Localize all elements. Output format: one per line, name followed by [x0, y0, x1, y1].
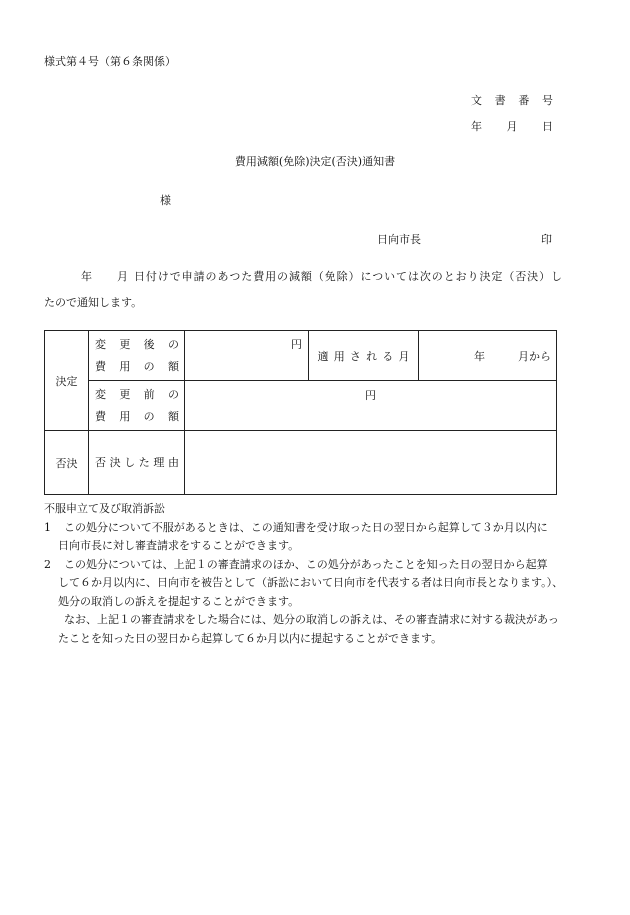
label-char: 後 [143, 337, 155, 351]
issue-date [471, 118, 553, 134]
item-text-cont: して６か月以内に、日向市を被告として（訴訟において日向市を代表する者は日向市長となります。）、 [58, 576, 564, 589]
intro-text: 日付けで申請のあつた費用の減額（免除）については次のとおり決定（否決）し [134, 270, 562, 283]
form-number: 様式第４号（第６条関係） [44, 55, 176, 68]
item-text: この処分については、上記１の審査請求のほか、この処分があったことを知った日の翌日から起算 [64, 557, 548, 571]
label-char: さ [349, 349, 361, 363]
intro-year: 年 [81, 270, 92, 283]
label-char: の [143, 359, 155, 373]
label-char: 用 [333, 349, 345, 363]
label-char: 適 [317, 349, 329, 363]
label-char: 変 [95, 387, 106, 401]
item-text-cont: たことを知った日の翌日から起算して６か月以内に提起することができます。 [58, 631, 443, 645]
label-char: た [138, 455, 150, 469]
label-char: の [167, 387, 179, 401]
item-text-cont: 日向市長に対し審査請求をすることができます。 [58, 539, 300, 552]
addressee-honorific: 様 [160, 194, 171, 207]
applied-year: 年 [474, 349, 485, 363]
doc-number-char: 番 [518, 94, 530, 107]
item-number: 1 [44, 520, 51, 534]
label-char: 月 [398, 349, 410, 363]
item-text: この処分について不服があるときは、この通知書を受け取った日の翌日から起算して３か月以内に [64, 520, 548, 534]
amount-before-label [89, 381, 185, 431]
yen-unit: 円 [365, 389, 376, 402]
label-char: 用 [119, 359, 131, 373]
item-text-cont: 処分の取消しの訴えを提起することができます。 [58, 594, 300, 608]
date-year: 年 [471, 120, 482, 133]
amount-after-field[interactable] [185, 331, 309, 381]
seal-mark: 印 [541, 233, 552, 246]
document-title: 費用減額(免除)決定(否決)通知書 [234, 155, 396, 168]
decision-label-char: 定 [66, 374, 78, 388]
label-char: れ [366, 349, 378, 363]
date-day: 日 [542, 120, 553, 133]
label-char: し [124, 455, 136, 469]
label-char: る [382, 349, 394, 363]
applied-month-from: 月から [518, 349, 551, 363]
applied-month-label [309, 331, 419, 381]
label-char: 額 [167, 359, 179, 373]
decision-label-char: 決 [55, 374, 67, 388]
label-char: 費 [95, 359, 106, 373]
label-char: の [143, 409, 155, 423]
label-char: 否 [95, 455, 106, 469]
label-char: 更 [119, 387, 131, 401]
rejection-reason-field[interactable] [185, 431, 557, 495]
intro-month: 月 [117, 270, 128, 283]
issuer-name: 日向市長 [377, 233, 421, 246]
notice-heading: 不服申立て及び取消訴訟 [44, 502, 165, 515]
label-char: 額 [167, 409, 179, 423]
date-month: 月 [506, 120, 518, 133]
label-char: 由 [167, 455, 179, 469]
applied-month-field[interactable] [419, 331, 557, 381]
amount-after-label [89, 331, 185, 381]
label-char: 理 [153, 455, 165, 469]
label-char: 前 [143, 387, 155, 401]
item-number: 2 [44, 557, 51, 571]
label-char: 変 [95, 337, 106, 351]
notice-item-2 [44, 556, 584, 575]
label-char: 決 [109, 455, 121, 469]
rejection-label-char: 決 [66, 456, 78, 470]
doc-number-char: 号 [541, 94, 553, 107]
decision-table [44, 330, 557, 495]
rejection-label-char: 否 [55, 456, 67, 470]
label-char: の [167, 337, 179, 351]
item-paragraph: なお、上記１の審査請求をした場合には、処分の取消しの訴えは、その審査請求に対する裁決があっ [64, 613, 559, 626]
amount-before-field[interactable] [185, 381, 557, 431]
label-char: 費 [95, 409, 106, 423]
decision-label [45, 331, 89, 431]
doc-number-char: 文 [471, 94, 482, 107]
notice-item-1 [44, 519, 584, 538]
intro-line-2: たので通知します。 [44, 296, 143, 309]
yen-unit: 円 [291, 338, 302, 351]
rejection-reason-label [89, 431, 185, 495]
rejection-label [45, 431, 89, 495]
document-number-label [471, 92, 553, 108]
label-char: 更 [119, 337, 131, 351]
appeal-notice [44, 500, 584, 648]
intro-line-1 [44, 268, 562, 284]
label-char: 用 [119, 409, 131, 423]
doc-number-char: 書 [494, 94, 506, 107]
